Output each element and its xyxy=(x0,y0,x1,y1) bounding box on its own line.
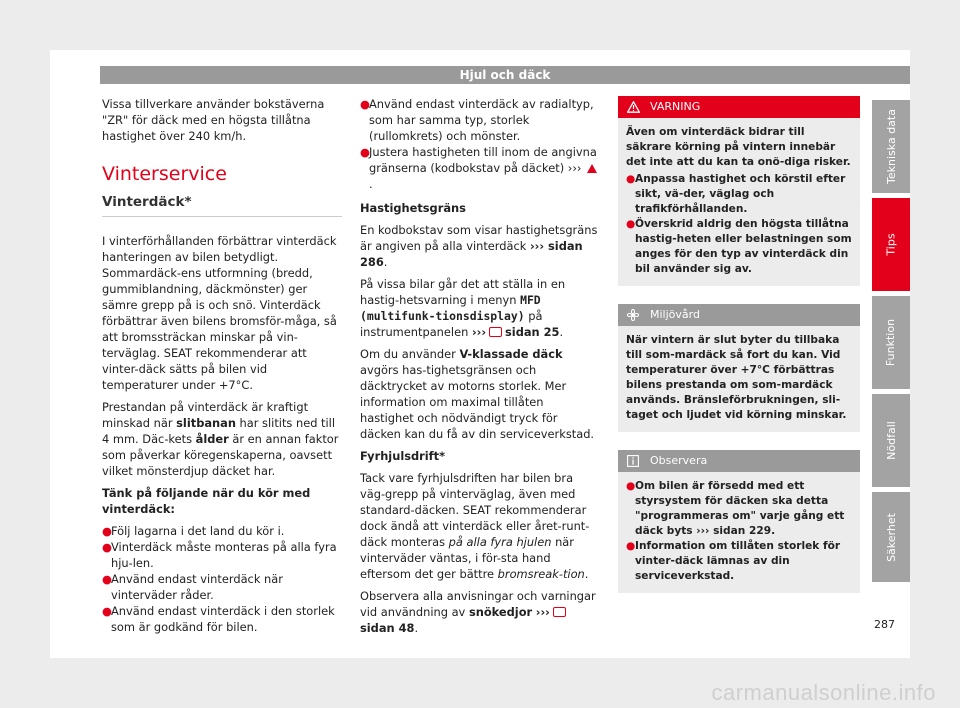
warning-body xyxy=(618,118,860,286)
book-icon xyxy=(553,607,566,617)
page-link[interactable]: ››› sidan 286 xyxy=(360,239,583,269)
environment-box xyxy=(618,304,860,432)
page-link[interactable]: ››› sidan 229 xyxy=(696,525,772,537)
bullet-icon: ● xyxy=(102,524,112,538)
chapter-header: Hjul och däck xyxy=(100,66,910,84)
heading-speed-limit: Hastighetsgräns xyxy=(360,201,466,215)
page-link[interactable]: sidan 25 xyxy=(505,325,560,339)
page-number: 287 xyxy=(874,618,895,631)
environment-title: Miljövård xyxy=(650,308,700,321)
list-item: ● Information om tillåten storlek för vinter-däck lämnas av din serviceverkstad. xyxy=(626,540,841,582)
paragraph: Om du använder V-klassade däck avgörs has-tighetsgränsen och däcktrycket av motorns storlek. Mer information om maximal tillåten hastighet och nödvändigt tryck för däcken kan du få av din serviceverkstad. xyxy=(360,347,595,441)
watermark: carmanualsonline.info xyxy=(711,680,936,705)
bullet-icon: ● xyxy=(102,604,112,618)
paragraph: På vissa bilar går det att ställa in en hastig-hetsvarning i menyn MFD (multifunk-tionsdisplay) på instrumentpanelen ››› sidan 25. xyxy=(360,277,566,339)
section-title: Vinterservice xyxy=(102,163,227,185)
intro-text: Vissa tillverkare använder bokstäverna "ZR" för däck med en högsta tillåtna hastighet över 240 km/h. xyxy=(102,97,325,143)
bullet-icon: ● xyxy=(102,540,112,554)
flower-icon xyxy=(626,309,640,321)
tab-tips[interactable]: Tips xyxy=(872,198,910,291)
warning-title: VARNING xyxy=(650,100,701,113)
list-item: ● Vinterdäck måste monteras på alla fyra hju-len. xyxy=(102,540,337,570)
environment-header xyxy=(618,304,860,326)
paragraph: Tack vare fyrhjulsdriften har bilen bra väg-grepp på vinterväglag, även med standard-däcken. SEAT rekommenderar dock ändå att vinterdäck eller året-runt-däck monteras på alla fyra hjulen när vinterväder väntas, i för-sta hand eftersom det ger bättre bromsreak-tion. xyxy=(360,471,590,581)
tab-nodfall[interactable]: Nödfall xyxy=(872,394,910,487)
info-icon xyxy=(626,455,640,467)
warning-triangle-icon[interactable] xyxy=(587,164,597,173)
list-item: ● Använd endast vinterdäck när vinterväder råder. xyxy=(102,572,283,602)
list-item: ● Följ lagarna i det land du kör i. xyxy=(102,524,285,538)
list-item: ● Använd endast vinterdäck av radialtyp, som har samma typ, storlek (rullomkrets) och mönster. xyxy=(360,97,594,143)
tab-sakerhet[interactable]: Säkerhet xyxy=(872,492,910,582)
page-link[interactable]: sidan 48 xyxy=(360,621,415,635)
paragraph: Observera alla anvisningar och varningar vid användning av snökedjor ›››sidan 48. xyxy=(360,589,596,635)
list-item: ● Använd endast vinterdäck i den storlek som är godkänd för bilen. xyxy=(102,604,335,634)
list-heading: Tänk på följande när du kör med vinterdäck: xyxy=(102,486,311,516)
note-box xyxy=(618,450,860,593)
subsection-title: Vinterdäck* xyxy=(102,194,342,217)
bullet-icon: ● xyxy=(360,97,370,111)
column-2 xyxy=(360,96,600,642)
environment-body: När vintern är slut byter du tillbaka till som-mardäck så fort du kan. Vid temperaturer över +7°C förbättras bilens prestanda om som-mardäck används. Bränsleförbrukningen, sli-taget och ljudet vid körning minskar. xyxy=(618,326,860,432)
bullet-icon: ● xyxy=(360,145,370,159)
warning-box xyxy=(618,96,860,286)
warning-header xyxy=(618,96,860,118)
warning-intro: Även om vinterdäck bidrar till säkrare körning på vintern innebär det inte att du kan ta onö-diga risker. xyxy=(626,126,851,168)
list-item: ● Justera hastigheten till inom de angivna gränserna (kodbokstav på däcket) ››› . xyxy=(360,145,597,191)
heading-awd: Fyrhjulsdrift* xyxy=(360,449,446,463)
tab-funktion[interactable]: Funktion xyxy=(872,296,910,389)
bullet-icon: ● xyxy=(102,572,112,586)
column-3 xyxy=(618,96,860,611)
warning-icon xyxy=(626,101,640,113)
note-body xyxy=(618,472,860,593)
list-item: ● Anpassa hastighet och körstil efter sikt, vä-der, väglag och trafikförhållanden. xyxy=(626,173,846,215)
book-icon xyxy=(489,327,502,337)
tab-tekniska-data[interactable]: Tekniska data xyxy=(872,100,910,193)
list-item: ● Överskrid aldrig den högsta tillåtna hastig-heten eller belastningen som anges för den typ av vinterdäck din bil använder sig av. xyxy=(626,218,852,275)
paragraph: Prestandan på vinterdäck är kraftigt minskad när slitbanan har slitits ned till 4 mm. Däc-kets ålder är en annan faktor som påverkar köregenskaperna, oavsett vilket mönsterdjup däcket har. xyxy=(102,400,339,478)
note-title: Observera xyxy=(650,454,708,467)
column-1 xyxy=(102,96,342,635)
note-header xyxy=(618,450,860,472)
paragraph: En kodbokstav som visar hastighetsgräns är angiven på alla vinterdäck ››› sidan 286. xyxy=(360,223,598,269)
list-item: ● Om bilen är försedd med ett styrsystem för däcken ska detta "programmeras om" varje gång ett däck byts ››› sidan 229. xyxy=(626,480,845,537)
paragraph: I vinterförhållanden förbättrar vinterdäck hanteringen av bilen betydligt. Sommardäck-ens utformning (bredd, gummiblandning, däckmönster) ger sämre grepp på is och snö. Vinterdäck förbättrar även bilens bromsför-måga, så att bromssträckan minskar på vin-terväglag. SEAT rekommenderar att vinter-däck sätts på bilen vid temperaturer under +7°C. xyxy=(102,234,337,392)
